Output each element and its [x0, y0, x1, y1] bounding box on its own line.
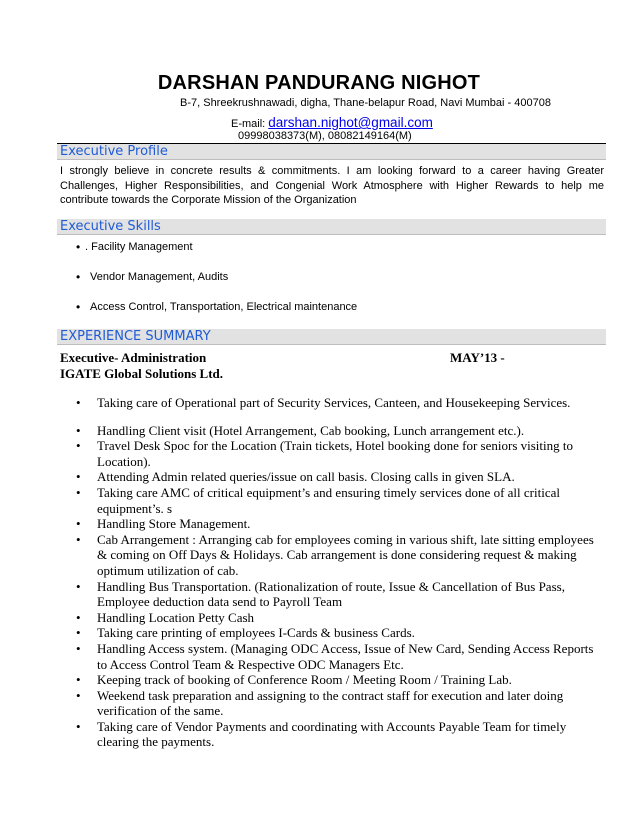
phone-numbers: 09998038373(M), 08082149164(M) [238, 130, 412, 142]
skill-text: . Facility Management [85, 241, 193, 253]
list-item: • Attending Admin related queries/issue on call basis. Closing calls in given SLA. [76, 469, 606, 485]
list-item: • Cab Arrangement : Arranging cab for employees coming in various shift, late sitting employees & coming on Off Days & Holidays. Cab arrangement is done considering request & making optimum utilization of cab. [76, 532, 606, 579]
job-heading [60, 350, 600, 382]
email-link[interactable]: darshan.nighot@gmail.com [268, 115, 433, 130]
list-item: • Handling Location Petty Cash [76, 610, 606, 626]
list-item: • Taking care AMC of critical equipment’s and ensuring timely services done of all critical equipment’s. s [76, 485, 606, 516]
skills-section-title: Executive Skills [60, 219, 161, 234]
job-role: Executive- Administration [60, 350, 207, 365]
email-label: E-mail: [231, 118, 269, 130]
list-item: • Weekend task preparation and assigning to the contract staff for execution and later doing verification of the same. [76, 688, 606, 719]
list-item: • Handling Store Management. [76, 516, 606, 532]
skill-text: Access Control, Transportation, Electrical maintenance [90, 301, 358, 313]
candidate-name: DARSHAN PANDURANG NIGHOT [157, 72, 481, 94]
list-item: • Taking care of Operational part of Security Services, Canteen, and Housekeeping Services. [76, 395, 606, 411]
list-item: • Taking care printing of employees I-Cards & business Cards. [76, 625, 606, 641]
duties-list [76, 395, 606, 750]
bullet-icon: • [76, 240, 81, 254]
list-item: • Handling Client visit (Hotel Arrangement, Cab booking, Lunch arrangement etc.). [76, 423, 606, 439]
address: B-7, Shreekrushnawadi, digha, Thane-belapur Road, Navi Mumbai - 400708 [180, 97, 551, 109]
list-item: • Handling Access system. (Managing ODC Access, Issue of New Card, Sending Access Reports to Access Control Team & Respective ODC Managers Etc. [76, 641, 606, 672]
bullet-icon: • [76, 300, 81, 314]
list-item: • Keeping track of booking of Conference Room / Meeting Room / Training Lab. [76, 672, 606, 688]
job-date: MAY’13 - [450, 350, 505, 365]
list-item: • Taking care of Vendor Payments and coordinating with Accounts Payable Team for timely clearing the payments. [76, 719, 606, 750]
profile-section-title: Executive Profile [60, 144, 168, 159]
profile-text: I strongly believe in concrete results & commitments. I am looking forward to a career having Greater Challenges, Higher Responsibilities, and Congenial Work Atmosphere with Higher Rewards to help me contribute towards the Corporate Mission of the Organization [60, 165, 604, 206]
bullet-icon: • [76, 270, 81, 284]
job-company: IGATE Global Solutions Ltd. [60, 366, 224, 381]
skill-text: Vendor Management, Audits [90, 271, 229, 283]
list-item: • Travel Desk Spoc for the Location (Train tickets, Hotel booking done for seniors visiting to Location). [76, 438, 606, 469]
list-item: • Handling Bus Transportation. (Rationalization of route, Issue & Cancellation of Bus Pass, Employee deduction data send to Payroll Team [76, 579, 606, 610]
experience-section-title: EXPERIENCE SUMMARY [60, 329, 211, 344]
